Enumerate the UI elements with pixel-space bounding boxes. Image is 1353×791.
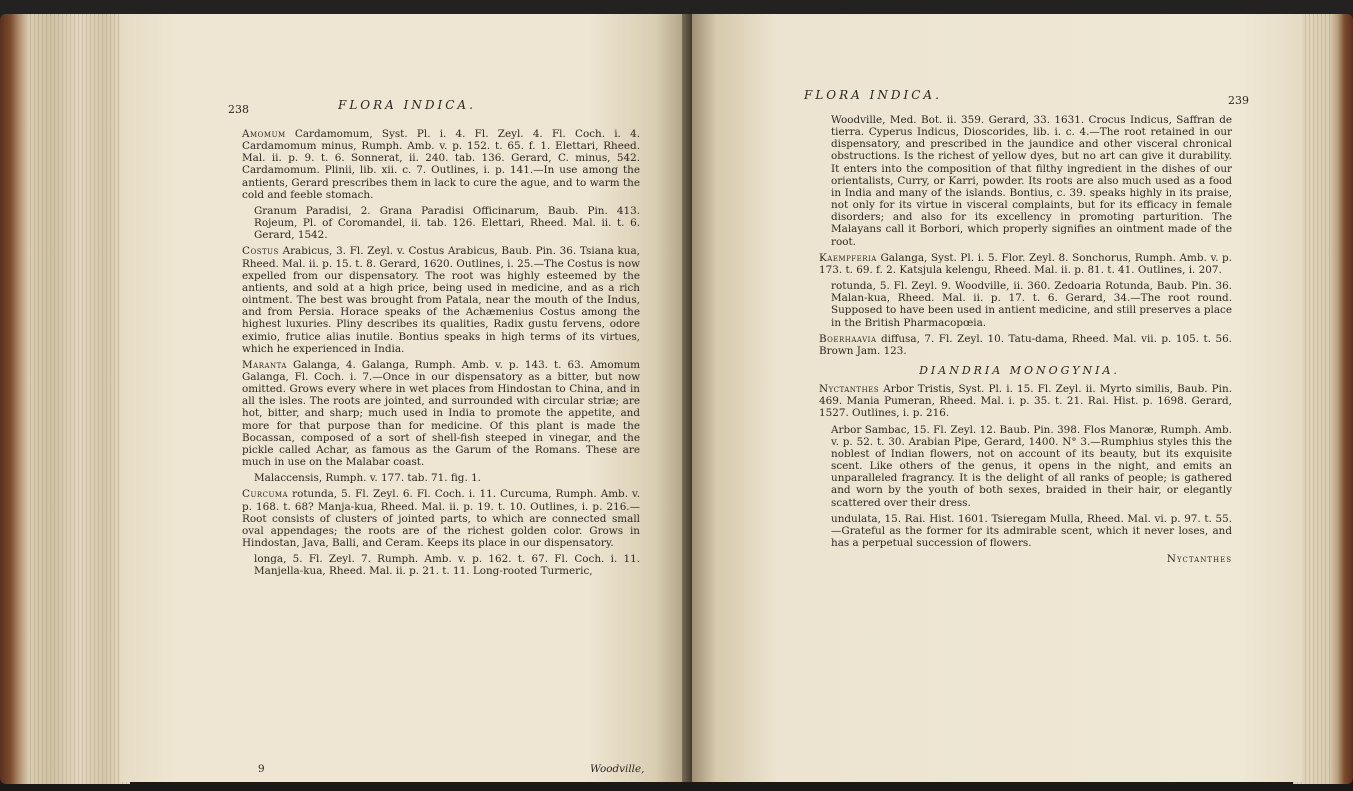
left-page-body <box>230 100 640 581</box>
entry-woodville-continued: Woodville, Med. Bot. ii. 359. Gerard, 33. 1631. Crocus Indicus, Saffran de tierra. Cyperus Indicus, Dioscorides, lib. i. c. 4.—The root retained in our dispensatory, and prescribed in the jaundice and other visceral chronical obstructions. Is the richest of yellow dyes, but no art can give it durability. It enters into the composition of that filthy ingredient in the dishes of our orientalists, Curry, or Karri, powder. Its roots are also much used as a food in India and many of the islands. Bontius, c. 39. speaks highly in its praise, not only for its virtue in visceral complaints, but for its efficacy in female disorders; and also for its excellency in promoting parturition. The Malayans call it Borbori, which properly signifies an ointment made of the root. <box>831 114 1232 248</box>
right-catchword: Nyctanthes <box>1166 553 1232 566</box>
entry-granum-paradisi: Granum Paradisi, 2. Grana Paradisi Officinarum, Baub. Pin. 413. Rojeum, Pl. of Coromandel, ii. tab. 126. Elettari, Rheed. Mal. ii. t. 6. Gerard, 1542. <box>254 204 640 242</box>
right-running-title: FLORA INDICA. <box>804 88 942 102</box>
entry-amomum: Amomum Cardamomum, Syst. Pl. i. 4. Fl. Zeyl. 4. Fl. Coch. i. 4. Cardamomum minus, Rumph. Amb. v. p. 152. t. 65. f. 1. Elettari, Rheed. Mal. ii. p. 9. t. 6. Sonnerat, ii. 240. tab. 136. Gerard, C. minus, 542. Cardamomum. Plinii, lib. xii. c. 7. Outlines, i. p. 141.—In use among the antients, Gerard prescribes them in lack to cure the ague, and to warm the cold and feeble stomach. <box>242 128 640 201</box>
entry-costus: Costus Arabicus, 3. Fl. Zeyl. v. Costus Arabicus, Baub. Pin. 36. Tsiana kua, Rheed. Mal. ii. p. 15. t. 8. Gerard, 1620. Outlines, i. 25.—The Costus is now expelled from our dispensatory. The root was highly esteemed by the antients, and sold at a high price, being used in medicine, and as a rich ointment. The best was brought from Patala, near the mouth of the Indus, and from Persia. Horace speaks of the Achæmenius Costus among the highest luxuries. Pliny describes its qualities, Radix gustu fervens, odore eximio, frutice alias inutile. Bontius speaks in high terms of its virtues, which he experienced in India. <box>242 245 640 355</box>
entry-curcuma-longa: longa, 5. Fl. Zeyl. 7. Rumph. Amb. v. p. 162. t. 67. Fl. Coch. i. 11. Manjella-kua, Rheed. Mal. ii. p. 21. t. 11. Long-rooted Turmeric, <box>254 553 640 578</box>
left-page-edges <box>0 14 130 784</box>
entry-maranta: Maranta Galanga, 4. Galanga, Rumph. Amb. v. p. 143. t. 63. Amomum Galanga, Fl. Coch. i. 7.—Once in our dispensatory as a bitter, but now omitted. Grows every where in wet places from Hindostan to China, and in all the isles. The roots are jointed, and surrounded with circular striæ; are hot, bitter, and sharp; much used in India to promote the appetite, and more for that purpose than for medicine. Of this plant is made the Bocassan, composed of a sort of shell-fish steeped in vinegar, and the pickle called Achar, as famous as the Garum of the Romans. These are much in use on the Malabar coast. <box>242 358 640 469</box>
left-catchword: Woodville, <box>590 763 645 775</box>
entry-undulata: undulata, 15. Rai. Hist. 1601. Tsieregam Mulla, Rheed. Mal. vi. p. 97. t. 55.—Grateful as the former for its admirable scent, which it never loses, and has a perpetual succession of flowers. <box>831 512 1232 549</box>
left-page <box>120 14 690 782</box>
entry-arbor-sambac: Arbor Sambac, 15. Fl. Zeyl. 12. Baub. Pin. 398. Flos Manoræ, Rumph. Amb. v. p. 52. t. 30. Arabian Pipe, Gerard, 1400. N° 3.—Rumphius styles this the noblest of Indian flowers, not on account of its beauty, but its exquisite scent. Like others of the genus, it opens in the night, and emits an unparalleled fragrancy. It is the delight of all ranks of people; is gathered and worn by the youth of both sexes, braided in their hair, or elegantly scattered over their dress. <box>831 423 1232 509</box>
left-running-title: FLORA INDICA. <box>338 98 476 112</box>
entry-kaempferia: Kaempferia Galanga, Syst. Pl. i. 5. Flor. Zeyl. 8. Sonchorus, Rumph. Amb. v. p. 173. t. 69. f. 2. Katsjula kelengu, Rheed. Mal. ii. p. 81. t. 41. Outlines, i. 207. <box>819 251 1232 276</box>
entry-malaccensis: Malaccensis, Rumph. v. 177. tab. 71. fig. 1. <box>254 472 481 485</box>
right-page-number: 239 <box>1228 94 1249 107</box>
right-page-edges <box>1293 14 1353 784</box>
entry-kaempferia-rotunda: rotunda, 5. Fl. Zeyl. 9. Woodville, ii. 360. Zedoaria Rotunda, Baub. Pin. 36. Malan-kua, Rheed. Mal. ii. p. 17. t. 6. Gerard, 34.—The root round. Supposed to have been used in antient medicine, and still preserves a place in the British Pharmacopœia. <box>831 280 1232 329</box>
right-page <box>692 14 1302 782</box>
right-page-body <box>807 100 1232 565</box>
entry-curcuma: Curcuma rotunda, 5. Fl. Zeyl. 6. Fl. Coch. i. 11. Curcuma, Rumph. Amb. v. p. 168. t. 68? Manja-kua, Rheed. Mal. ii. p. 19. t. 10. Outlines, i. p. 216.—Root consists of clusters of jointed parts, to which are connected small oval appendages; the roots are of the richest golden color. Grows in Hindostan, Java, Balli, and Ceram. Keeps its place in our dispensatory. <box>242 488 640 549</box>
signature-mark: 9 <box>258 763 265 775</box>
left-page-number: 238 <box>228 103 249 116</box>
entry-nyctanthes: Nyctanthes Arbor Tristis, Syst. Pl. i. 15. Fl. Zeyl. ii. Myrto similis, Baub. Pin. 469. Mania Pumeran, Rheed. Mal. i. p. 35. t. 21. Rai. Hist. p. 1698. Gerard, 1527. Outlines, i. p. 216. <box>819 383 1232 420</box>
entry-boerhaavia: Boerhaavia diffusa, 7. Fl. Zeyl. 10. Tatu-dama, Rheed. Mal. vii. p. 105. t. 56. Brown Jam. 123. <box>819 332 1232 357</box>
section-heading: DIANDRIA MONOGYNIA. <box>919 363 1120 377</box>
